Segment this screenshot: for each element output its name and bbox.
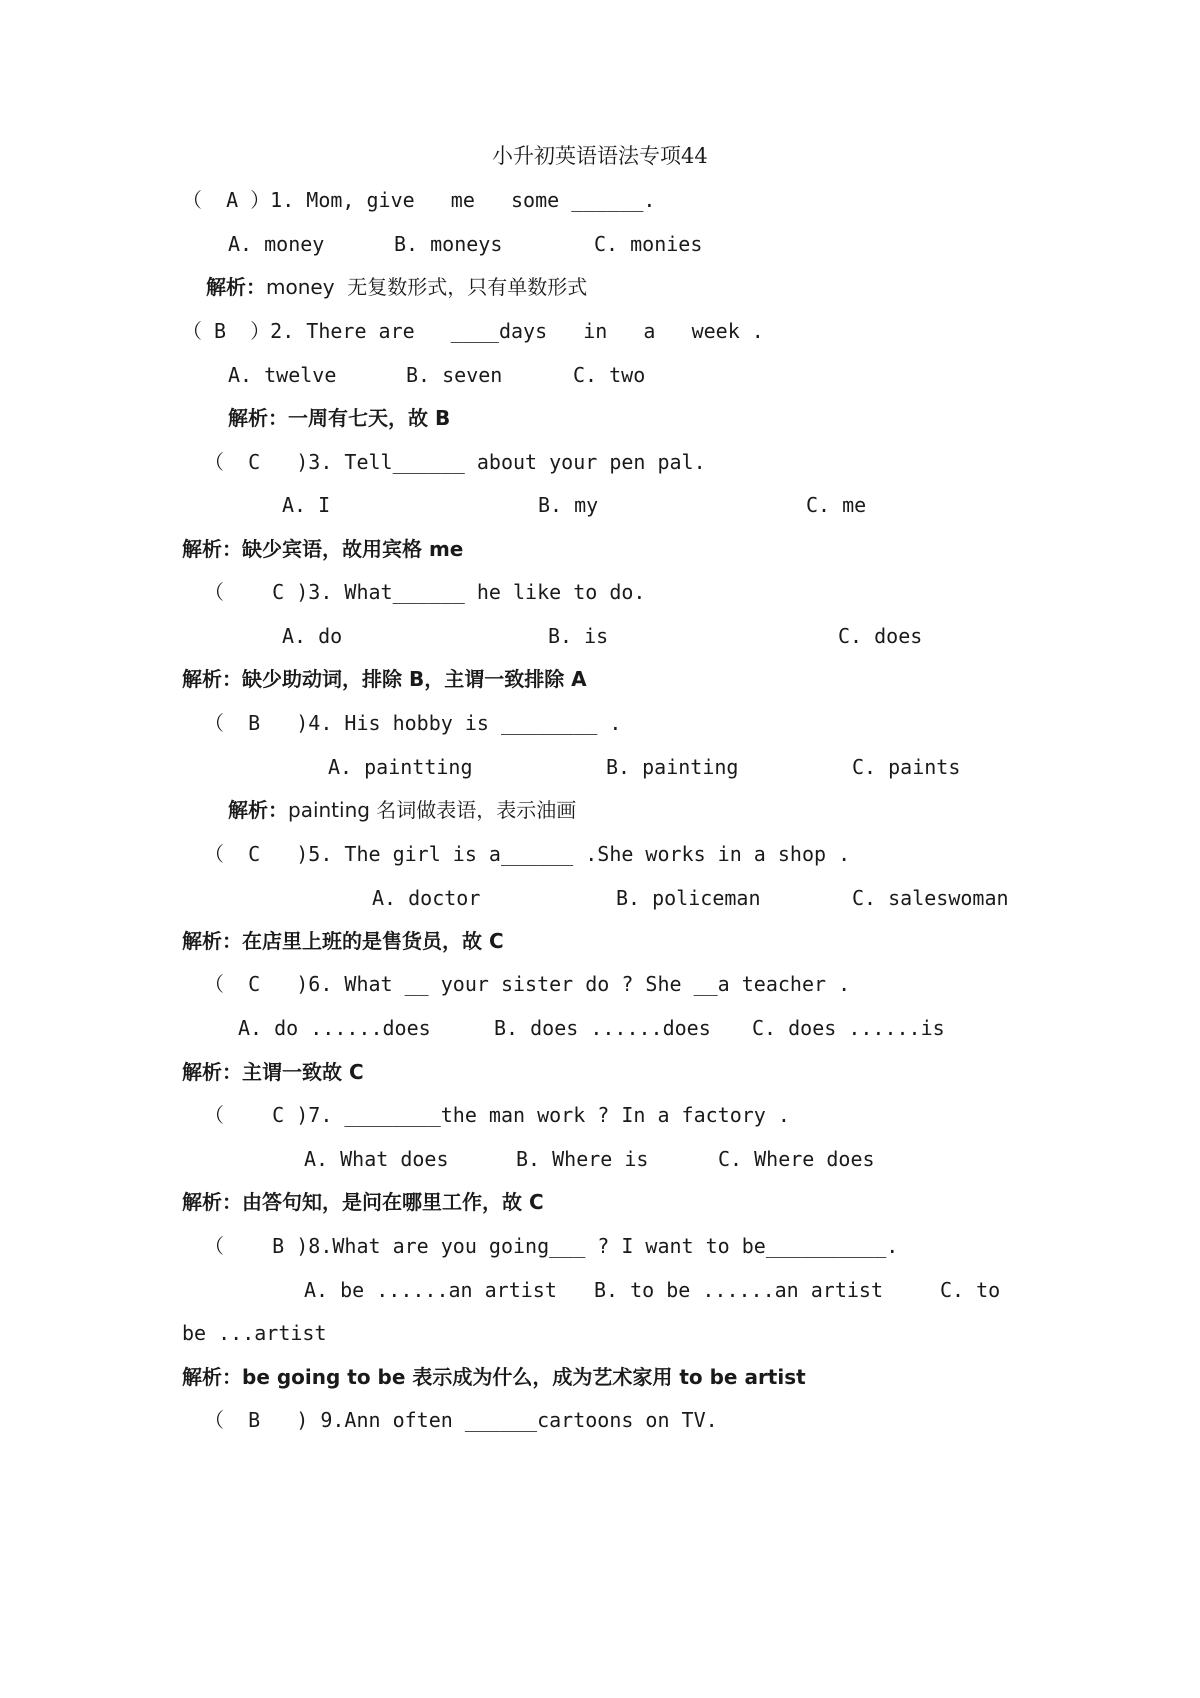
question-6-explanation bbox=[182, 1058, 364, 1086]
explanation-label: 解析： bbox=[182, 667, 242, 691]
question-3b-option-b: B. is bbox=[548, 624, 609, 648]
question-3-option-b: B. my bbox=[538, 493, 599, 517]
question-1-option-c: C. monies bbox=[594, 232, 703, 256]
question-4-explanation bbox=[228, 796, 576, 824]
question-6-option-a: A. do ......does bbox=[238, 1016, 431, 1040]
explanation-text: 缺少助动词，排除 B，主谓一致排除 A bbox=[242, 667, 587, 691]
explanation-text: money 无复数形式，只有单数形式 bbox=[266, 275, 588, 299]
question-7-option-b: B. Where is bbox=[516, 1147, 649, 1171]
explanation-label: 解析： bbox=[182, 537, 242, 561]
question-2-option-c: C. two bbox=[573, 363, 646, 387]
question-8-option-c: C. to bbox=[940, 1278, 1001, 1302]
explanation-label: 解析： bbox=[182, 1060, 242, 1084]
question-2-option-b: B. seven bbox=[406, 363, 503, 387]
explanation-text: 在店里上班的是售货员，故 C bbox=[242, 929, 504, 953]
question-6-stem: （ C )6. What __ your sister do ? She __a teacher . bbox=[204, 972, 851, 996]
question-3b-option-a: A. do bbox=[282, 624, 343, 648]
explanation-label: 解析： bbox=[182, 929, 242, 953]
question-9-stem: （ B ) 9.Ann often ______cartoons on TV. bbox=[204, 1408, 718, 1432]
explanation-label: 解析： bbox=[182, 1365, 242, 1389]
explanation-text: 由答句知，是问在哪里工作，故 C bbox=[242, 1190, 544, 1214]
question-3-explanation bbox=[182, 535, 463, 563]
explanation-text: 缺少宾语，故用宾格 me bbox=[242, 537, 464, 561]
question-3-option-c: C. me bbox=[806, 493, 867, 517]
question-1-option-b: B. moneys bbox=[394, 232, 503, 256]
question-6-option-c: C. does ......is bbox=[752, 1016, 945, 1040]
question-3-stem: （ C )3. Tell______ about your pen pal. bbox=[204, 450, 706, 474]
question-2-option-a: A. twelve bbox=[228, 363, 337, 387]
question-1-stem: （ A ）1. Mom, give me some ______. bbox=[182, 188, 656, 212]
question-7-explanation bbox=[182, 1188, 544, 1216]
question-5-explanation bbox=[182, 927, 504, 955]
question-6-option-b: B. does ......does bbox=[494, 1016, 711, 1040]
question-3b-stem: （ C )3. What______ he like to do. bbox=[204, 580, 646, 604]
question-7-stem: （ C )7. ________the man work ? In a factory . bbox=[204, 1103, 790, 1127]
explanation-label: 解析： bbox=[228, 406, 288, 430]
question-8-explanation bbox=[182, 1363, 806, 1391]
question-4-option-c: C. paints bbox=[852, 755, 961, 779]
explanation-text: 主谓一致故 C bbox=[242, 1060, 364, 1084]
explanation-label: 解析： bbox=[206, 275, 266, 299]
question-5-option-b: B. policeman bbox=[616, 886, 761, 910]
explanation-label: 解析： bbox=[182, 1190, 242, 1214]
question-5-option-c: C. saleswoman bbox=[852, 886, 1009, 910]
question-8-option-b: B. to be ......an artist bbox=[594, 1278, 883, 1302]
question-7-option-c: C. Where does bbox=[718, 1147, 875, 1171]
question-7-option-a: A. What does bbox=[304, 1147, 449, 1171]
explanation-text: painting 名词做表语，表示油画 bbox=[288, 798, 577, 822]
explanation-text: be going to be 表示成为什么，成为艺术家用 to be artist bbox=[242, 1365, 806, 1389]
question-3b-option-c: C. does bbox=[838, 624, 923, 648]
question-3-option-a: A. I bbox=[282, 493, 331, 517]
question-4-option-a: A. paintting bbox=[328, 755, 473, 779]
question-4-option-b: B. painting bbox=[606, 755, 739, 779]
page-title: 小升初英语语法专项44 bbox=[492, 144, 708, 168]
explanation-text: 一周有七天，故 B bbox=[288, 406, 451, 430]
question-5-option-a: A. doctor bbox=[372, 886, 481, 910]
question-8-option-c-continued: be ...artist bbox=[182, 1321, 327, 1345]
question-1-explanation bbox=[206, 273, 587, 301]
question-2-explanation bbox=[228, 404, 450, 432]
question-3b-explanation bbox=[182, 665, 587, 693]
question-2-stem: （ B ）2. There are ____days in a week . bbox=[182, 319, 764, 343]
explanation-label: 解析： bbox=[228, 798, 288, 822]
question-5-stem: （ C )5. The girl is a______ .She works in a shop . bbox=[204, 842, 851, 866]
question-4-stem: （ B )4. His hobby is ________ . bbox=[204, 711, 622, 735]
question-8-option-a: A. be ......an artist bbox=[304, 1278, 557, 1302]
question-8-stem: （ B )8.What are you going___ ? I want to be__________. bbox=[204, 1234, 899, 1258]
question-1-option-a: A. money bbox=[228, 232, 325, 256]
